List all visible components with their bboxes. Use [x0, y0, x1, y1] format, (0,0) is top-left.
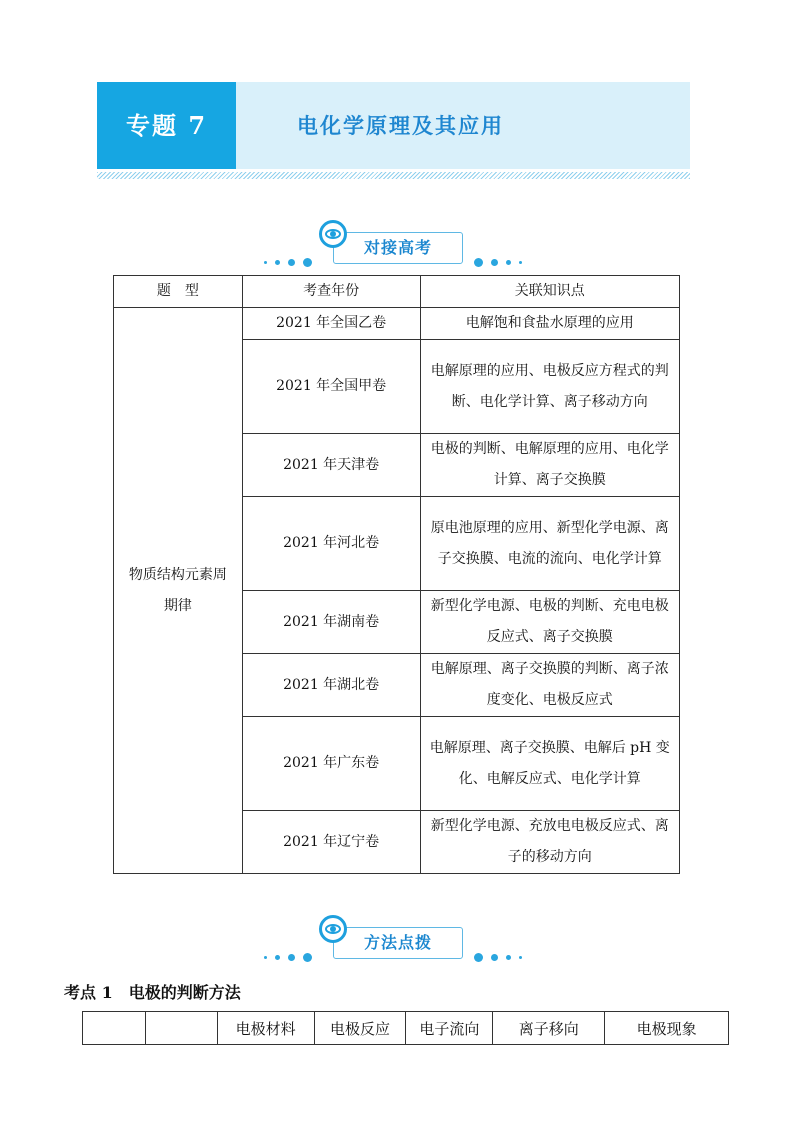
header-year: 考查年份 — [242, 276, 420, 308]
eye-icon — [319, 220, 347, 248]
header-cell — [83, 1012, 146, 1045]
year-cell: 2021 年天津卷 — [242, 434, 420, 497]
header-cell — [145, 1012, 217, 1045]
points-cell: 电解原理、离子交换膜的判断、离子浓度变化、电极反应式 — [420, 654, 680, 717]
section-badge-exam — [0, 220, 794, 266]
chapter-banner — [97, 82, 690, 169]
section-badge-method — [0, 915, 794, 961]
points-cell: 新型化学电源、电极的判断、充电电极反应式、离子交换膜 — [420, 591, 680, 654]
right-dots — [470, 947, 526, 966]
left-dots — [260, 947, 316, 966]
electrode-header-row — [83, 1012, 729, 1045]
header-type: 题 型 — [114, 276, 243, 308]
section-label: 方法点拨 — [333, 927, 463, 959]
left-dots — [260, 252, 316, 271]
right-dots — [470, 252, 526, 271]
year-cell: 2021 年湖南卷 — [242, 591, 420, 654]
electrode-table — [82, 1011, 729, 1045]
header-cell: 电子流向 — [406, 1012, 493, 1045]
header-cell: 电极材料 — [217, 1012, 314, 1045]
table-row — [114, 308, 680, 340]
year-cell: 2021 年湖北卷 — [242, 654, 420, 717]
header-points: 关联知识点 — [420, 276, 680, 308]
header-cell: 电极现象 — [605, 1012, 729, 1045]
exam-table — [113, 275, 680, 874]
points-cell: 原电池原理的应用、新型化学电源、离子交换膜、电流的流向、电化学计算 — [420, 497, 680, 591]
chapter-tag: 专题 7 — [97, 82, 236, 169]
banner-divider — [97, 172, 690, 179]
table-header-row — [114, 276, 680, 308]
points-cell: 电解饱和食盐水原理的应用 — [420, 308, 680, 340]
year-cell: 2021 年广东卷 — [242, 717, 420, 811]
year-cell: 2021 年全国乙卷 — [242, 308, 420, 340]
points-cell: 电解原理的应用、电极反应方程式的判断、电化学计算、离子移动方向 — [420, 340, 680, 434]
section-label: 对接高考 — [333, 232, 463, 264]
year-cell: 2021 年辽宁卷 — [242, 811, 420, 874]
points-cell: 电解原理、离子交换膜、电解后 pH 变化、电解反应式、电化学计算 — [420, 717, 680, 811]
header-cell: 电极反应 — [314, 1012, 406, 1045]
type-cell: 物质结构元素周期律 — [114, 308, 243, 874]
points-cell: 电极的判断、电解原理的应用、电化学计算、离子交换膜 — [420, 434, 680, 497]
year-cell: 2021 年全国甲卷 — [242, 340, 420, 434]
kaodian-title: 考点 1 电极的判断方法 — [64, 983, 241, 1002]
eye-icon — [319, 915, 347, 943]
chapter-title: 电化学原理及其应用 — [297, 113, 504, 138]
year-cell: 2021 年河北卷 — [242, 497, 420, 591]
points-cell: 新型化学电源、充放电电极反应式、离子的移动方向 — [420, 811, 680, 874]
header-cell: 离子移向 — [493, 1012, 605, 1045]
